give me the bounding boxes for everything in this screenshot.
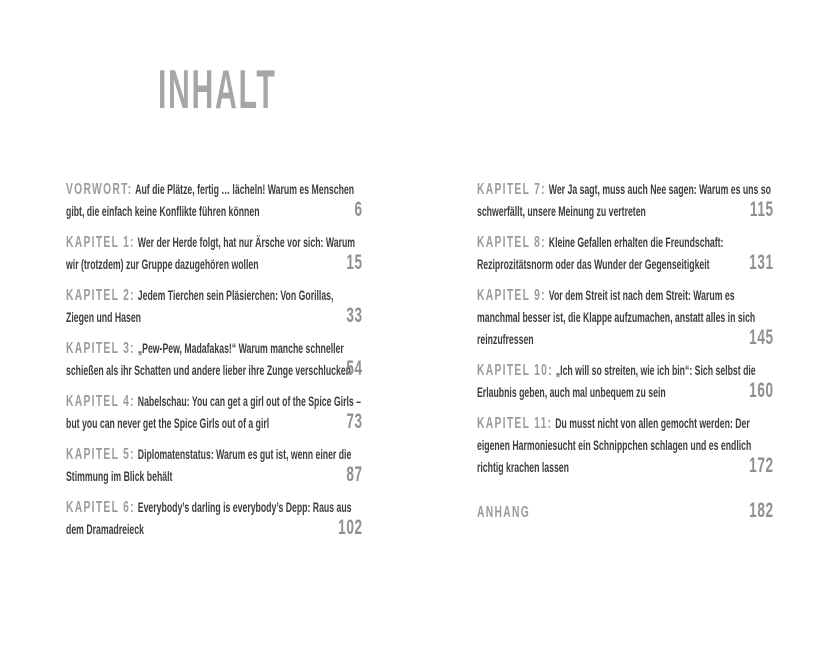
chapter-label: KAPITEL 9:: [477, 287, 546, 304]
toc-entry: [66, 232, 363, 276]
chapter-label: ANHANG: [477, 504, 531, 521]
toc-entry: [66, 338, 363, 382]
toc-entry-text: [477, 499, 774, 524]
chapter-description: „Ich will so streiten, wie ich bin“: Sich selbst die Erlaubnis geben, auch mal unbequem zu sein: [477, 363, 756, 400]
page-number: 131: [749, 251, 774, 274]
chapter-label: KAPITEL 11:: [477, 415, 553, 432]
chapter-label: KAPITEL 10:: [477, 362, 553, 379]
chapter-label: KAPITEL 2:: [66, 287, 135, 304]
toc-entry: [477, 499, 774, 524]
chapter-label: VORWORT:: [66, 181, 133, 198]
toc-entry: [477, 179, 774, 223]
page-number: 54: [346, 357, 363, 380]
toc-entry-text: [66, 391, 361, 435]
page-number: 145: [749, 326, 774, 349]
toc-entry-text: [477, 360, 772, 404]
chapter-label: KAPITEL 6:: [66, 499, 135, 516]
chapter-label: KAPITEL 7:: [477, 181, 546, 198]
page-number: 160: [749, 379, 774, 402]
page-number: 15: [346, 251, 363, 274]
toc-column-left: [66, 179, 363, 550]
toc-entry-text: [66, 497, 361, 541]
chapter-description: Jedem Tierchen sein Pläsierchen: Von Gorillas, Ziegen und Hasen: [66, 288, 334, 325]
toc-entry: [66, 179, 363, 223]
toc-entry: [66, 497, 363, 541]
toc-entry: [66, 391, 363, 435]
toc-entry-text: [66, 232, 361, 276]
toc-entry-text: [477, 413, 772, 479]
page-title: INHALT: [158, 58, 277, 120]
page-number: 6: [354, 198, 363, 221]
page-number: 172: [749, 454, 774, 477]
chapter-description: Kleine Gefallen erhalten die Freundschaft: Reziprozitätsnorm oder das Wunder der Gegenseitigkeit: [477, 235, 724, 272]
toc-entry: [477, 413, 774, 479]
toc-entry: [477, 285, 774, 351]
chapter-description: Nabelschau: You can get a girl out of the Spice Girls – but you can never get the Spice Girls out of a girl: [66, 394, 361, 431]
toc-entry: [66, 285, 363, 329]
chapter-description: Wer der Herde folgt, hat nur Ärsche vor sich: Warum wir (trotzdem) zur Gruppe dazugehören wollen: [66, 235, 356, 272]
chapter-description: Diplomatenstatus: Warum es gut ist, wenn einer die Stimmung im Blick behält: [66, 447, 352, 484]
chapter-label: KAPITEL 1:: [66, 234, 135, 251]
toc-entry-text: [66, 338, 361, 382]
chapter-description: Auf die Plätze, fertig … lächeln! Warum es Menschen gibt, die einfach keine Konflikte führen können: [66, 182, 355, 219]
chapter-description: Everybody’s darling is everybody’s Depp: Raus aus dem Dramadreieck: [66, 500, 352, 537]
page-number: 87: [346, 463, 363, 486]
toc-entry-text: [477, 232, 772, 276]
chapter-description: „Pew-Pew, Madafakas!“ Warum manche schneller schießen als ihr Schatten und andere lieber ihre Zunge verschlucken: [66, 341, 352, 378]
page-number: 33: [346, 304, 363, 327]
page-number: 102: [338, 516, 363, 539]
toc-entry-text: [66, 285, 361, 329]
page-number: 115: [749, 198, 774, 221]
chapter-label: KAPITEL 8:: [477, 234, 546, 251]
toc-entry: [66, 444, 363, 488]
chapter-label: KAPITEL 4:: [66, 393, 135, 410]
toc-entry-text: [66, 444, 361, 488]
toc-entry: [477, 232, 774, 276]
toc-entry-text: [66, 179, 361, 223]
page-number: 73: [346, 410, 363, 433]
toc-entry-text: [477, 179, 772, 223]
chapter-label: KAPITEL 3:: [66, 340, 135, 357]
page-number: 182: [749, 499, 774, 522]
chapter-description: Du musst nicht von allen gemocht werden: Der eigenen Harmoniesucht ein Schnippchen schlagen und es endlich richtig krachen lassen: [477, 416, 752, 475]
toc-entry: [477, 360, 774, 404]
toc-entry-text: [477, 285, 772, 351]
toc-column-right: [477, 179, 774, 533]
chapter-label: KAPITEL 5:: [66, 446, 135, 463]
chapter-description: Wer Ja sagt, muss auch Nee sagen: Warum es uns so schwerfällt, unsere Meinung zu vertreten: [477, 182, 771, 219]
chapter-description: Vor dem Streit ist nach dem Streit: Warum es manchmal besser ist, die Klappe aufzumachen, anstatt alles in sich reinzufressen: [477, 288, 756, 347]
